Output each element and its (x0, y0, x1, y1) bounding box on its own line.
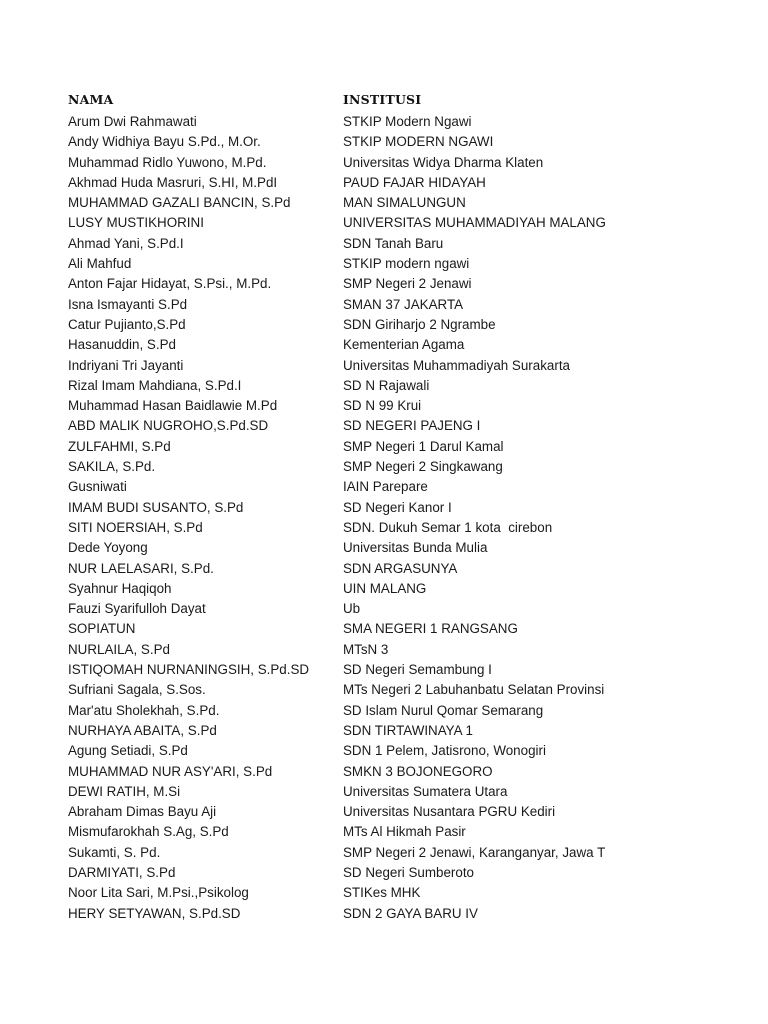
cell-institution: SDN Tanah Baru (343, 235, 444, 251)
cell-institution: SD Negeri Semambung I (343, 662, 492, 678)
cell-name: Arum Dwi Rahmawati (68, 114, 197, 129)
table-row (68, 377, 758, 397)
table-row (68, 600, 758, 620)
cell-institution: UIN MALANG (343, 580, 427, 596)
cell-name: Ahmad Yani, S.Pd.I (68, 235, 184, 251)
table-row (68, 316, 758, 336)
cell-institution: SD Islam Nurul Qomar Semarang (343, 702, 544, 718)
cell-name: Abraham Dimas Bayu Aji (68, 804, 217, 820)
cell-name: MUHAMMAD GAZALI BANCIN, S.Pd (68, 195, 291, 211)
cell-institution: MTs Negeri 2 Labuhanbatu Selatan Provinsi (343, 682, 605, 698)
table-row (68, 641, 758, 661)
cell-name: MUHAMMAD NUR ASY'ARI, S.Pd (68, 763, 273, 779)
table-row (68, 702, 758, 722)
table-row (68, 661, 758, 681)
cell-institution: SMP Negeri 1 Darul Kamal (343, 438, 504, 454)
cell-name: Ali Mahfud (68, 256, 132, 272)
table-row (68, 620, 758, 640)
cell-name: Mar'atu Sholekhah, S.Pd. (68, 702, 220, 718)
cell-name: Catur Pujianto,S.Pd (68, 316, 186, 332)
column-header-institution: INSTITUSI (343, 92, 422, 107)
cell-institution: SMP Negeri 2 Singkawang (343, 459, 503, 475)
cell-institution: SD Negeri Kanor I (343, 499, 452, 515)
cell-name: Syahnur Haqiqoh (68, 580, 172, 596)
cell-name: IMAM BUDI SUSANTO, S.Pd (68, 499, 244, 515)
cell-name: Gusniwati (68, 479, 127, 495)
cell-institution: Ub (343, 601, 361, 617)
table-row (68, 296, 758, 316)
cell-name: Sufriani Sagala, S.Sos. (68, 682, 206, 698)
cell-name: NUR LAELASARI, S.Pd. (68, 560, 214, 576)
cell-institution: Universitas Widya Dharma Klaten (343, 154, 544, 170)
cell-name: Muhammad Ridlo Yuwono, M.Pd. (68, 154, 267, 170)
cell-name: Agung Setiadi, S.Pd (68, 743, 188, 759)
cell-institution: PAUD FAJAR HIDAYAH (343, 174, 486, 190)
cell-name: Mismufarokhah S.Ag, S.Pd (68, 824, 229, 840)
table-row (68, 864, 758, 884)
table-row (68, 905, 758, 925)
table-row (68, 194, 758, 214)
table-row (68, 235, 758, 255)
table-row (68, 357, 758, 377)
table-row (68, 255, 758, 275)
table-row (68, 397, 758, 417)
table-row (68, 499, 758, 519)
table-row (68, 519, 758, 539)
cell-institution: SMP Negeri 2 Jenawi (343, 276, 472, 292)
table-row (68, 844, 758, 864)
table-row (68, 275, 758, 295)
cell-institution: Universitas Bunda Mulia (343, 540, 488, 556)
table-row (68, 539, 758, 559)
cell-institution: STKIP MODERN NGAWI (343, 134, 494, 150)
cell-name: Indriyani Tri Jayanti (68, 357, 184, 373)
cell-institution: SDN 2 GAYA BARU IV (343, 905, 478, 921)
table-row (68, 783, 758, 803)
table-row (68, 742, 758, 762)
cell-institution: SMAN 37 JAKARTA (343, 296, 464, 312)
cell-institution: IAIN Parepare (343, 479, 428, 495)
table-row (68, 803, 758, 823)
table-header-row (68, 92, 748, 112)
cell-institution: SDN ARGASUNYA (343, 560, 458, 576)
table-row (68, 214, 758, 234)
cell-name: Akhmad Huda Masruri, S.HI, M.PdI (68, 174, 278, 190)
cell-institution: SDN. Dukuh Semar 1 kota cirebon (343, 519, 553, 535)
table-row (68, 174, 758, 194)
cell-institution: STIKes MHK (343, 885, 421, 901)
table-row (68, 438, 758, 458)
table-row (68, 417, 758, 437)
cell-institution: Kementerian Agama (343, 337, 465, 353)
table-row (68, 681, 758, 701)
cell-name: ZULFAHMI, S.Pd (68, 438, 171, 454)
cell-name: Fauzi Syarifulloh Dayat (68, 601, 206, 617)
cell-institution: STKIP modern ngawi (343, 256, 470, 272)
column-header-name: NAMA (68, 92, 114, 107)
table-row (68, 560, 758, 580)
table-row (68, 823, 758, 843)
cell-name: LUSY MUSTIKHORINI (68, 215, 204, 231)
table-row (68, 763, 758, 783)
cell-institution: SMP Negeri 2 Jenawi, Karanganyar, Jawa T (343, 844, 606, 860)
cell-institution: UNIVERSITAS MUHAMMADIYAH MALANG (343, 215, 606, 231)
cell-institution: Universitas Muhammadiyah Surakarta (343, 357, 570, 373)
cell-institution: MTs Al Hikmah Pasir (343, 824, 466, 840)
cell-name: Rizal Imam Mahdiana, S.Pd.I (68, 377, 242, 393)
cell-institution: MAN SIMALUNGUN (343, 195, 466, 211)
cell-name: Andy Widhiya Bayu S.Pd., M.Or. (68, 134, 261, 150)
cell-name: HERY SETYAWAN, S.Pd.SD (68, 905, 241, 921)
cell-institution: SD Negeri Sumberoto (343, 864, 474, 880)
cell-name: Noor Lita Sari, M.Psi.,Psikolog (68, 885, 249, 901)
cell-institution: SMA NEGERI 1 RANGSANG (343, 621, 518, 637)
cell-institution: SDN TIRTAWINAYA 1 (343, 722, 473, 738)
cell-institution: Universitas Nusantara PGRU Kediri (343, 804, 556, 820)
cell-name: Dede Yoyong (68, 540, 148, 556)
table-row (68, 580, 758, 600)
table-row (68, 154, 758, 174)
cell-institution: SDN Giriharjo 2 Ngrambe (343, 316, 496, 332)
cell-name: NURHAYA ABAITA, S.Pd (68, 722, 217, 738)
cell-name: Isna Ismayanti S.Pd (68, 296, 188, 312)
cell-name: Anton Fajar Hidayat, S.Psi., M.Pd. (68, 276, 272, 292)
table-row (68, 478, 758, 498)
table-row (68, 336, 758, 356)
cell-name: Hasanuddin, S.Pd (68, 337, 176, 353)
cell-institution: SDN 1 Pelem, Jatisrono, Wonogiri (343, 743, 546, 759)
table-row (68, 722, 758, 742)
cell-name: SITI NOERSIAH, S.Pd (68, 519, 203, 535)
cell-name: Muhammad Hasan Baidlawie M.Pd (68, 398, 278, 414)
cell-institution: STKIP Modern Ngawi (343, 114, 472, 129)
table-row (68, 458, 758, 478)
table-row (68, 113, 758, 133)
cell-institution: SMKN 3 BOJONEGORO (343, 763, 493, 779)
cell-name: NURLAILA, S.Pd (68, 641, 170, 657)
table-row (68, 884, 758, 904)
cell-institution: MTsN 3 (343, 641, 389, 657)
cell-institution: Universitas Sumatera Utara (343, 783, 508, 799)
cell-name: SOPIATUN (68, 621, 136, 637)
cell-name: ABD MALIK NUGROHO,S.Pd.SD (68, 418, 269, 434)
cell-name: SAKILA, S.Pd. (68, 459, 156, 475)
cell-institution: SD NEGERI PAJENG I (343, 418, 481, 434)
cell-institution: SD N Rajawali (343, 377, 430, 393)
cell-institution: SD N 99 Krui (343, 398, 422, 414)
cell-name: DEWI RATIH, M.Si (68, 783, 181, 799)
cell-name: ISTIQOMAH NURNANINGSIH, S.Pd.SD (68, 662, 310, 678)
table-body (68, 113, 758, 925)
cell-name: Sukamti, S. Pd. (68, 844, 161, 860)
table-row (68, 133, 758, 153)
cell-name: DARMIYATI, S.Pd (68, 864, 176, 880)
